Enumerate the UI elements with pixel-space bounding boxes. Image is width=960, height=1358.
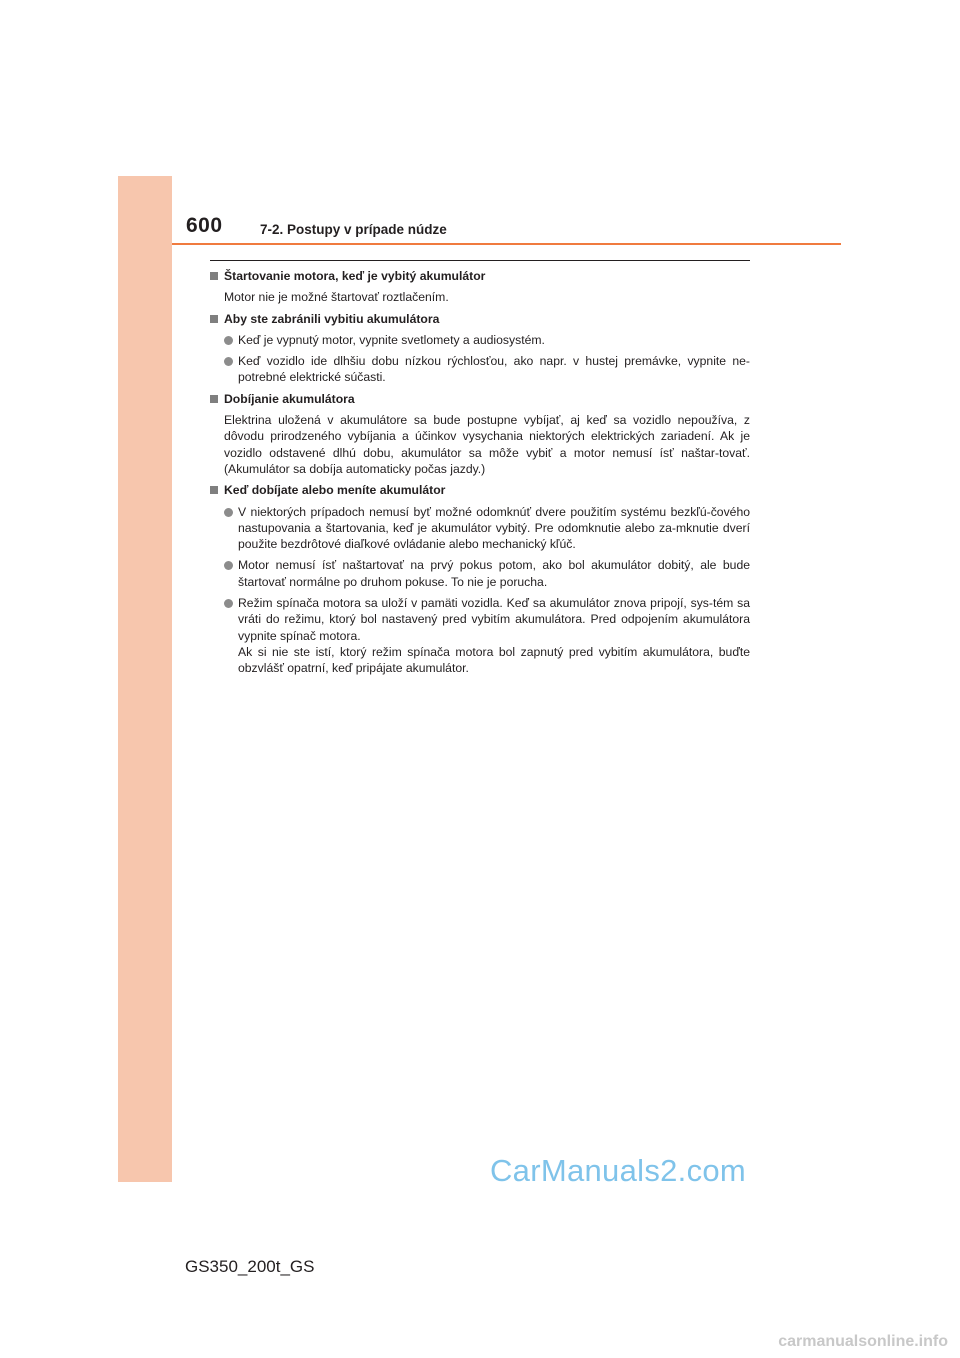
square-bullet-icon	[210, 486, 218, 494]
circle-bullet-icon	[224, 599, 233, 608]
list-item: Keď je vypnutý motor, vypnite svetlomety a audiosystém.	[210, 332, 750, 348]
circle-bullet-icon	[224, 561, 233, 570]
site-watermark: carmanualsonline.info	[778, 1333, 948, 1350]
list-item: Režim spínača motora sa uloží v pamäti vozidla. Keď sa akumulátor znova pripojí, sys-tém sa vráti do režimu, ktorý bol nastavený pred vybitím akumulátora. Pred odpojením akumulátora vypnite spínač motora. Ak si nie ste istí, ktorý režim spínača motora bol zapnutý pred vybitím akumulátora, buďte obzvlášť opatrní, keď pripájate akumulátor.	[210, 595, 750, 676]
section-heading: Dobíjanie akumulátora	[210, 391, 750, 407]
watermark-logo: CarManuals2.com	[490, 1153, 747, 1188]
circle-bullet-icon	[224, 357, 233, 366]
section-heading: Keď dobíjate alebo meníte akumulátor	[210, 482, 750, 498]
square-bullet-icon	[210, 315, 218, 323]
list-item: V niektorých prípadoch nemusí byť možné odomknúť dvere použitím systému bezkľú-čového nastupovania a štartovania, keď je akumulátor vybitý. Pre odomknutie alebo za-mknutie dverí použite bezdrôtové diaľkové ovládanie alebo mechanický kľúč.	[210, 504, 750, 553]
section-heading: Aby ste zabránili vybitiu akumulátora	[210, 311, 750, 327]
content	[210, 268, 750, 677]
model-code: GS350_200t_GS	[185, 1257, 315, 1276]
section-heading: Štartovanie motora, keď je vybitý akumulátor	[210, 268, 750, 284]
side-band	[118, 176, 172, 1182]
section-paragraph: Elektrina uložená v akumulátore sa bude postupne vybíjať, aj keď sa vozidlo nepoužíva, z dôvodu prirodzeného vybíjania a účinkov vysychania niektorých elektrických zariadení. Ak je vozidlo odstavené dlhú dobu, akumulátor sa môže vybiť a motor nemusí ísť naštar-tovať. (Akumulátor sa dobíja automaticky počas jazdy.)	[224, 413, 750, 476]
content-rule	[210, 260, 750, 261]
list-item: Keď vozidlo ide dlhšiu dobu nízkou rýchlosťou, ako napr. v hustej premávke, vypnite ne-potrebné elektrické súčasti.	[210, 353, 750, 386]
circle-bullet-icon	[224, 336, 233, 345]
section-paragraph: Motor nie je možné štartovať roztlačením.	[224, 290, 449, 305]
square-bullet-icon	[210, 272, 218, 280]
circle-bullet-icon	[224, 508, 233, 517]
square-bullet-icon	[210, 395, 218, 403]
section-title: 7-2. Postupy v prípade núdze	[260, 222, 447, 237]
page-number: 600	[186, 214, 223, 237]
header-rule	[172, 243, 841, 245]
list-item: Motor nemusí ísť naštartovať na prvý pokus potom, ako bol akumulátor dobitý, ale bude štartovať normálne po druhom pokuse. To nie je porucha.	[210, 557, 750, 590]
